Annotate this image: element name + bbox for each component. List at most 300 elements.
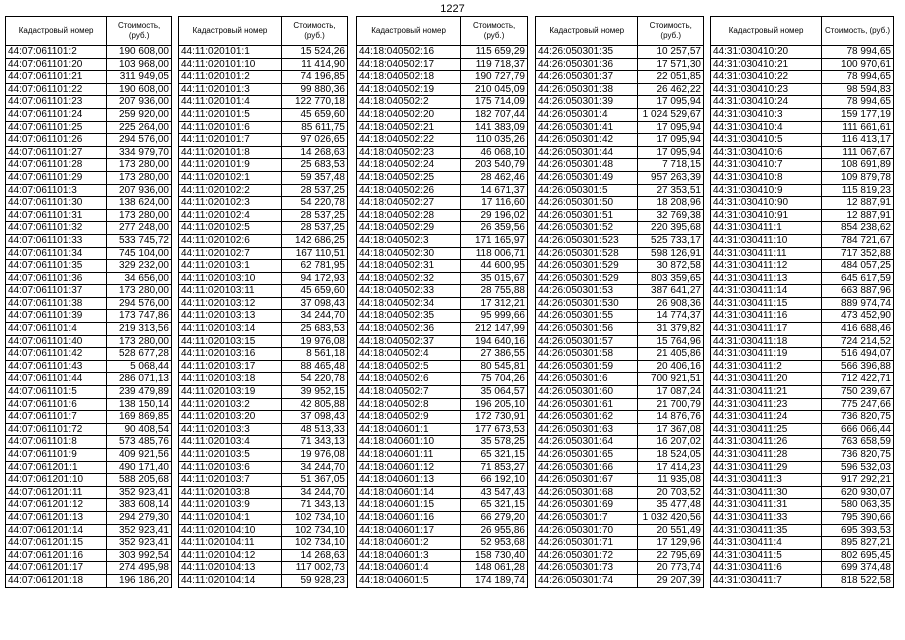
cost-cell: 277 248,00 bbox=[107, 222, 172, 235]
cost-cell: 26 908,36 bbox=[638, 297, 704, 310]
cost-cell: 7 718,15 bbox=[638, 159, 704, 172]
table-row bbox=[179, 234, 348, 247]
table-row bbox=[711, 323, 894, 336]
cadastral-number-cell: 44:31:030411:5 bbox=[711, 549, 822, 562]
cadastral-number-cell: 44:11:020103:16 bbox=[179, 348, 282, 361]
table-row bbox=[6, 58, 172, 71]
cadastral-number-cell: 44:07:061101:36 bbox=[6, 272, 107, 285]
table-row bbox=[6, 436, 172, 449]
table-row bbox=[357, 461, 528, 474]
cadastral-number-cell: 44:18:040502:29 bbox=[357, 222, 461, 235]
cost-cell: 98 594,83 bbox=[822, 83, 894, 96]
cost-cell: 34 244,70 bbox=[282, 310, 348, 323]
cost-cell: 18 524,05 bbox=[638, 449, 704, 462]
cadastral-number-cell: 44:11:020103:3 bbox=[179, 423, 282, 436]
cadastral-number-cell: 44:11:020104:13 bbox=[179, 562, 282, 575]
table-row bbox=[179, 335, 348, 348]
cost-cell: 294 279,30 bbox=[107, 511, 172, 524]
cost-cell: 10 257,57 bbox=[638, 46, 704, 59]
cost-cell: 111 067,67 bbox=[822, 146, 894, 159]
table-row bbox=[711, 411, 894, 424]
table-row bbox=[179, 423, 348, 436]
table-row bbox=[6, 373, 172, 386]
table-row bbox=[6, 398, 172, 411]
cadastral-number-cell: 44:11:020102:3 bbox=[179, 197, 282, 210]
cadastral-number-cell: 44:18:040502:31 bbox=[357, 260, 461, 273]
cadastral-number-cell: 44:31:030410:22 bbox=[711, 71, 822, 84]
cadastral-number-cell: 44:11:020101:6 bbox=[179, 121, 282, 134]
cadastral-number-cell: 44:26:050301:6 bbox=[536, 373, 638, 386]
cost-cell: 138 624,00 bbox=[107, 197, 172, 210]
cost-cell: 15 764,96 bbox=[638, 335, 704, 348]
cadastral-number-cell: 44:07:061101:6 bbox=[6, 398, 107, 411]
cadastral-number-cell: 44:26:050301:53 bbox=[536, 285, 638, 298]
table-row bbox=[6, 574, 172, 587]
cadastral-number-cell: 44:18:040502:23 bbox=[357, 146, 461, 159]
cost-cell: 352 923,41 bbox=[107, 486, 172, 499]
table-row bbox=[536, 184, 704, 197]
table-row bbox=[6, 297, 172, 310]
cadastral-number-cell: 44:31:030410:23 bbox=[711, 83, 822, 96]
cadastral-number-cell: 44:26:050301:66 bbox=[536, 461, 638, 474]
cost-cell: 17 367,08 bbox=[638, 423, 704, 436]
cadastral-number-cell: 44:26:050301:72 bbox=[536, 549, 638, 562]
cadastral-number-cell: 44:11:020102:6 bbox=[179, 234, 282, 247]
cost-cell: 259 920,00 bbox=[107, 108, 172, 121]
cadastral-number-cell: 44:07:061101:72 bbox=[6, 423, 107, 436]
cost-cell: 194 640,16 bbox=[461, 335, 528, 348]
cost-cell: 220 395,68 bbox=[638, 222, 704, 235]
table-row bbox=[357, 537, 528, 550]
cost-cell: 352 923,41 bbox=[107, 524, 172, 537]
cost-cell: 196 205,10 bbox=[461, 398, 528, 411]
table-row bbox=[179, 323, 348, 336]
cadastre-table-2 bbox=[178, 16, 348, 588]
table-row bbox=[711, 360, 894, 373]
table-row bbox=[6, 537, 172, 550]
cadastral-number-cell: 44:11:020103:11 bbox=[179, 285, 282, 298]
cadastral-number-cell: 44:31:030410:90 bbox=[711, 197, 822, 210]
cadastral-number-cell: 44:07:061101:28 bbox=[6, 159, 107, 172]
table-row bbox=[179, 461, 348, 474]
cadastral-number-cell: 44:26:050301:58 bbox=[536, 348, 638, 361]
table-row bbox=[179, 71, 348, 84]
cadastral-number-cell: 44:31:030410:7 bbox=[711, 159, 822, 172]
cadastral-number-cell: 44:26:050301:51 bbox=[536, 209, 638, 222]
cadastral-number-cell: 44:26:050301:62 bbox=[536, 411, 638, 424]
cost-cell: 19 976,08 bbox=[282, 335, 348, 348]
cadastral-number-cell: 44:18:040502:22 bbox=[357, 134, 461, 147]
cadastral-number-cell: 44:26:050301:48 bbox=[536, 159, 638, 172]
cadastral-number-cell: 44:11:020103:13 bbox=[179, 310, 282, 323]
table-row bbox=[536, 247, 704, 260]
cadastral-number-cell: 44:07:061101:24 bbox=[6, 108, 107, 121]
cadastral-number-cell: 44:11:020101:7 bbox=[179, 134, 282, 147]
table-row bbox=[357, 108, 528, 121]
cost-cell: 159 177,19 bbox=[822, 108, 894, 121]
cost-cell: 490 171,40 bbox=[107, 461, 172, 474]
cost-cell: 28 462,46 bbox=[461, 171, 528, 184]
table-row bbox=[711, 58, 894, 71]
cost-cell: 118 006,71 bbox=[461, 247, 528, 260]
cost-cell: 699 374,48 bbox=[822, 562, 894, 575]
cost-cell: 20 406,16 bbox=[638, 360, 704, 373]
table-row bbox=[179, 511, 348, 524]
cadastral-number-cell: 44:07:061201:16 bbox=[6, 549, 107, 562]
cadastral-number-cell: 44:07:061101:32 bbox=[6, 222, 107, 235]
cadastral-number-cell: 44:18:040502:27 bbox=[357, 197, 461, 210]
table-row bbox=[711, 398, 894, 411]
cost-cell: 172 730,91 bbox=[461, 411, 528, 424]
cost-cell: 169 869,85 bbox=[107, 411, 172, 424]
cost-cell: 48 513,33 bbox=[282, 423, 348, 436]
table-row bbox=[536, 222, 704, 235]
cadastral-number-cell: 44:26:050301:65 bbox=[536, 449, 638, 462]
cadastral-number-cell: 44:07:061101:38 bbox=[6, 297, 107, 310]
cost-cell: 17 312,21 bbox=[461, 297, 528, 310]
table-row bbox=[6, 234, 172, 247]
table-row bbox=[536, 234, 704, 247]
cost-cell: 44 600,95 bbox=[461, 260, 528, 273]
table-row bbox=[357, 373, 528, 386]
cost-cell: 52 953,68 bbox=[461, 537, 528, 550]
cost-cell: 11 935,08 bbox=[638, 474, 704, 487]
cost-cell: 225 264,00 bbox=[107, 121, 172, 134]
table-row bbox=[6, 486, 172, 499]
cost-cell: 12 887,91 bbox=[822, 197, 894, 210]
cost-cell: 795 390,66 bbox=[822, 511, 894, 524]
cadastral-number-cell: 44:26:050301:44 bbox=[536, 146, 638, 159]
table-row bbox=[357, 46, 528, 59]
cadastral-number-cell: 44:18:040601:1 bbox=[357, 423, 461, 436]
table-row bbox=[179, 411, 348, 424]
table-row bbox=[536, 159, 704, 172]
cadastral-number-cell: 44:18:040502:5 bbox=[357, 360, 461, 373]
cadastral-number-cell: 44:26:050301:49 bbox=[536, 171, 638, 184]
cost-cell: 566 396,88 bbox=[822, 360, 894, 373]
table-row bbox=[6, 71, 172, 84]
table-row bbox=[357, 411, 528, 424]
cadastral-number-cell: 44:26:050301:528 bbox=[536, 247, 638, 260]
cost-cell: 12 887,91 bbox=[822, 209, 894, 222]
cost-cell: 119 718,37 bbox=[461, 58, 528, 71]
table-row bbox=[536, 297, 704, 310]
cadastral-number-cell: 44:18:040502:17 bbox=[357, 58, 461, 71]
cost-cell: 525 733,17 bbox=[638, 234, 704, 247]
cadastral-number-cell: 44:07:061101:21 bbox=[6, 71, 107, 84]
cost-cell: 383 608,14 bbox=[107, 499, 172, 512]
cost-cell: 108 691,89 bbox=[822, 159, 894, 172]
table-row bbox=[536, 574, 704, 587]
cost-cell: 37 098,43 bbox=[282, 411, 348, 424]
table-header-row bbox=[179, 17, 348, 46]
cadastre-table-5 bbox=[710, 16, 894, 588]
cost-cell: 80 545,81 bbox=[461, 360, 528, 373]
cost-cell: 142 686,25 bbox=[282, 234, 348, 247]
cost-cell: 207 936,00 bbox=[107, 184, 172, 197]
cadastral-number-cell: 44:26:050301:67 bbox=[536, 474, 638, 487]
table-row bbox=[179, 260, 348, 273]
cadastral-number-cell: 44:31:030410:5 bbox=[711, 134, 822, 147]
cost-cell: 59 928,23 bbox=[282, 574, 348, 587]
table-row bbox=[179, 285, 348, 298]
cadastral-number-cell: 44:31:030411:21 bbox=[711, 386, 822, 399]
table-row bbox=[6, 474, 172, 487]
cadastral-number-cell: 44:07:061201:18 bbox=[6, 574, 107, 587]
table-row bbox=[357, 310, 528, 323]
cost-cell: 17 571,30 bbox=[638, 58, 704, 71]
cadastral-number-cell: 44:07:061101:9 bbox=[6, 449, 107, 462]
cadastral-number-cell: 44:07:061101:3 bbox=[6, 184, 107, 197]
cost-cell: 42 805,88 bbox=[282, 398, 348, 411]
table-row bbox=[6, 159, 172, 172]
cost-cell: 95 999,66 bbox=[461, 310, 528, 323]
cadastral-number-cell: 44:11:020101:1 bbox=[179, 46, 282, 59]
cost-cell: 28 537,25 bbox=[282, 209, 348, 222]
cost-cell: 34 244,70 bbox=[282, 486, 348, 499]
table-row bbox=[357, 574, 528, 587]
cadastral-number-cell: 44:26:050301:59 bbox=[536, 360, 638, 373]
cadastre-table-1 bbox=[5, 16, 172, 588]
cadastral-number-cell: 44:26:050301:56 bbox=[536, 323, 638, 336]
cost-cell: 588 205,68 bbox=[107, 474, 172, 487]
table-row bbox=[179, 386, 348, 399]
cost-cell: 700 921,51 bbox=[638, 373, 704, 386]
cost-cell: 18 208,96 bbox=[638, 197, 704, 210]
cadastral-number-cell: 44:18:040502:3 bbox=[357, 234, 461, 247]
cadastral-number-cell: 44:31:030411:16 bbox=[711, 310, 822, 323]
cadastral-number-cell: 44:11:020104:11 bbox=[179, 537, 282, 550]
cost-cell: 21 700,79 bbox=[638, 398, 704, 411]
table-row bbox=[711, 121, 894, 134]
cadastral-number-cell: 44:18:040502:7 bbox=[357, 386, 461, 399]
cost-cell: 210 045,09 bbox=[461, 83, 528, 96]
cost-cell: 620 930,07 bbox=[822, 486, 894, 499]
cost-cell: 17 095,94 bbox=[638, 96, 704, 109]
table-row bbox=[536, 549, 704, 562]
cadastral-number-cell: 44:26:050301:4 bbox=[536, 108, 638, 121]
table-row bbox=[179, 537, 348, 550]
cadastral-number-cell: 44:26:050301:60 bbox=[536, 386, 638, 399]
cost-cell: 387 641,27 bbox=[638, 285, 704, 298]
table-row bbox=[6, 121, 172, 134]
cost-cell: 854 238,62 bbox=[822, 222, 894, 235]
cost-cell: 99 880,36 bbox=[282, 83, 348, 96]
table-row bbox=[357, 83, 528, 96]
table-row bbox=[536, 461, 704, 474]
cost-cell: 22 051,85 bbox=[638, 71, 704, 84]
cadastral-number-cell: 44:31:030410:3 bbox=[711, 108, 822, 121]
table-row bbox=[711, 108, 894, 121]
cadastral-number-cell: 44:07:061101:43 bbox=[6, 360, 107, 373]
cost-cell: 28 755,88 bbox=[461, 285, 528, 298]
table-row bbox=[357, 159, 528, 172]
cadastral-number-cell: 44:18:040601:17 bbox=[357, 524, 461, 537]
cost-cell: 27 386,55 bbox=[461, 348, 528, 361]
cadastral-number-cell: 44:18:040601:4 bbox=[357, 562, 461, 575]
cost-cell: 111 661,61 bbox=[822, 121, 894, 134]
cadastral-number-cell: 44:18:040601:2 bbox=[357, 537, 461, 550]
cost-cell: 35 064,57 bbox=[461, 386, 528, 399]
table-row bbox=[711, 159, 894, 172]
table-row bbox=[6, 310, 172, 323]
table-row bbox=[357, 260, 528, 273]
cost-header: Стоимость, (руб.) bbox=[282, 17, 348, 46]
cost-cell: 15 524,26 bbox=[282, 46, 348, 59]
cost-cell: 274 495,98 bbox=[107, 562, 172, 575]
cadastral-number-cell: 44:18:040502:26 bbox=[357, 184, 461, 197]
cadastral-number-cell: 44:26:050301:61 bbox=[536, 398, 638, 411]
cadastral-number-cell: 44:18:040601:16 bbox=[357, 511, 461, 524]
table-row bbox=[536, 58, 704, 71]
cadastral-number-cell: 44:11:020103:5 bbox=[179, 449, 282, 462]
table-row bbox=[711, 71, 894, 84]
cost-cell: 11 414,90 bbox=[282, 58, 348, 71]
cadastral-number-cell: 44:07:061101:23 bbox=[6, 96, 107, 109]
table-row bbox=[179, 373, 348, 386]
table-row bbox=[711, 486, 894, 499]
cost-cell: 736 820,75 bbox=[822, 449, 894, 462]
cadastral-number-cell: 44:07:061101:37 bbox=[6, 285, 107, 298]
cost-cell: 32 769,38 bbox=[638, 209, 704, 222]
table-row bbox=[6, 272, 172, 285]
cost-cell: 46 068,10 bbox=[461, 146, 528, 159]
cadastral-number-cell: 44:18:040502:20 bbox=[357, 108, 461, 121]
cost-cell: 695 393,53 bbox=[822, 524, 894, 537]
table-row bbox=[536, 134, 704, 147]
cost-cell: 750 239,67 bbox=[822, 386, 894, 399]
cadastral-number-header: Кадастровый номер bbox=[536, 17, 638, 46]
cost-header: Стоимость, (руб.) bbox=[638, 17, 704, 46]
table-row bbox=[179, 184, 348, 197]
table-row bbox=[179, 449, 348, 462]
cost-cell: 167 110,51 bbox=[282, 247, 348, 260]
cost-cell: 516 494,07 bbox=[822, 348, 894, 361]
cadastral-number-cell: 44:07:061101:2 bbox=[6, 46, 107, 59]
cadastral-number-cell: 44:31:030411:29 bbox=[711, 461, 822, 474]
cadastral-number-cell: 44:11:020104:10 bbox=[179, 524, 282, 537]
cost-cell: 724 214,52 bbox=[822, 335, 894, 348]
table-row bbox=[536, 562, 704, 575]
cadastral-number-cell: 44:11:020102:1 bbox=[179, 171, 282, 184]
cadastral-number-cell: 44:31:030411:19 bbox=[711, 348, 822, 361]
cost-cell: 596 532,03 bbox=[822, 461, 894, 474]
table-row bbox=[711, 272, 894, 285]
cadastral-number-cell: 44:18:040502:21 bbox=[357, 121, 461, 134]
table-row bbox=[536, 197, 704, 210]
cost-cell: 736 820,75 bbox=[822, 411, 894, 424]
table-row bbox=[711, 549, 894, 562]
cost-cell: 26 462,22 bbox=[638, 83, 704, 96]
table-row bbox=[6, 285, 172, 298]
table-row bbox=[179, 222, 348, 235]
cadastral-number-cell: 44:07:061101:7 bbox=[6, 411, 107, 424]
cadastral-number-cell: 44:07:061201:12 bbox=[6, 499, 107, 512]
cadastral-number-cell: 44:18:040601:13 bbox=[357, 474, 461, 487]
cadastral-number-cell: 44:07:061101:30 bbox=[6, 197, 107, 210]
table-row bbox=[6, 46, 172, 59]
cadastral-number-cell: 44:31:030411:23 bbox=[711, 398, 822, 411]
cost-cell: 533 745,72 bbox=[107, 234, 172, 247]
table-row bbox=[6, 146, 172, 159]
table-row bbox=[536, 108, 704, 121]
cadastral-number-cell: 44:26:050301:71 bbox=[536, 537, 638, 550]
table-row bbox=[179, 398, 348, 411]
cost-cell: 598 126,91 bbox=[638, 247, 704, 260]
cadastral-number-cell: 44:18:040502:4 bbox=[357, 348, 461, 361]
table-row bbox=[357, 511, 528, 524]
cost-cell: 196 186,20 bbox=[107, 574, 172, 587]
cadastral-number-cell: 44:26:050301:41 bbox=[536, 121, 638, 134]
cost-cell: 37 098,43 bbox=[282, 297, 348, 310]
table-row bbox=[179, 46, 348, 59]
cadastral-number-cell: 44:11:020102:2 bbox=[179, 184, 282, 197]
table-row bbox=[357, 486, 528, 499]
table-row bbox=[357, 386, 528, 399]
table-row bbox=[536, 348, 704, 361]
cost-cell: 182 707,44 bbox=[461, 108, 528, 121]
cost-cell: 102 734,10 bbox=[282, 511, 348, 524]
table-row bbox=[179, 96, 348, 109]
table-row bbox=[179, 171, 348, 184]
table-row bbox=[357, 234, 528, 247]
cadastral-number-cell: 44:26:050301:70 bbox=[536, 524, 638, 537]
cost-cell: 59 357,48 bbox=[282, 171, 348, 184]
cadastral-number-cell: 44:31:030411:10 bbox=[711, 234, 822, 247]
cadastral-number-cell: 44:26:050301:523 bbox=[536, 234, 638, 247]
table-row bbox=[536, 121, 704, 134]
cost-cell: 43 547,43 bbox=[461, 486, 528, 499]
cost-cell: 818 522,58 bbox=[822, 574, 894, 587]
cadastral-number-cell: 44:11:020103:15 bbox=[179, 335, 282, 348]
cost-cell: 28 537,25 bbox=[282, 184, 348, 197]
cadastral-number-cell: 44:07:061201:10 bbox=[6, 474, 107, 487]
cost-cell: 528 677,28 bbox=[107, 348, 172, 361]
table-row bbox=[179, 146, 348, 159]
table-row bbox=[357, 323, 528, 336]
cost-cell: 39 952,15 bbox=[282, 386, 348, 399]
table-row bbox=[711, 348, 894, 361]
table-row bbox=[179, 159, 348, 172]
cost-cell: 51 367,05 bbox=[282, 474, 348, 487]
cadastral-number-cell: 44:11:020103:6 bbox=[179, 461, 282, 474]
cadastral-number-cell: 44:26:050301:74 bbox=[536, 574, 638, 587]
cost-cell: 171 165,97 bbox=[461, 234, 528, 247]
table-row bbox=[536, 285, 704, 298]
cost-cell: 17 129,96 bbox=[638, 537, 704, 550]
table-row bbox=[179, 247, 348, 260]
table-row bbox=[357, 184, 528, 197]
table-row bbox=[179, 272, 348, 285]
cadastral-number-header: Кадастровый номер bbox=[179, 17, 282, 46]
cost-cell: 14 876,76 bbox=[638, 411, 704, 424]
cost-cell: 473 452,90 bbox=[822, 310, 894, 323]
cadastral-number-cell: 44:31:030411:18 bbox=[711, 335, 822, 348]
cost-cell: 19 976,08 bbox=[282, 449, 348, 462]
table-header-row bbox=[536, 17, 704, 46]
cadastral-number-cell: 44:07:061101:5 bbox=[6, 386, 107, 399]
table-row bbox=[6, 524, 172, 537]
cost-cell: 122 770,18 bbox=[282, 96, 348, 109]
cadastral-number-cell: 44:07:061101:39 bbox=[6, 310, 107, 323]
cadastral-number-cell: 44:18:040601:3 bbox=[357, 549, 461, 562]
cadastral-number-cell: 44:26:050301:5 bbox=[536, 184, 638, 197]
cost-cell: 17 116,60 bbox=[461, 197, 528, 210]
table-row bbox=[711, 46, 894, 59]
cost-cell: 35 477,48 bbox=[638, 499, 704, 512]
cadastral-number-cell: 44:18:040601:5 bbox=[357, 574, 461, 587]
cost-cell: 21 405,86 bbox=[638, 348, 704, 361]
